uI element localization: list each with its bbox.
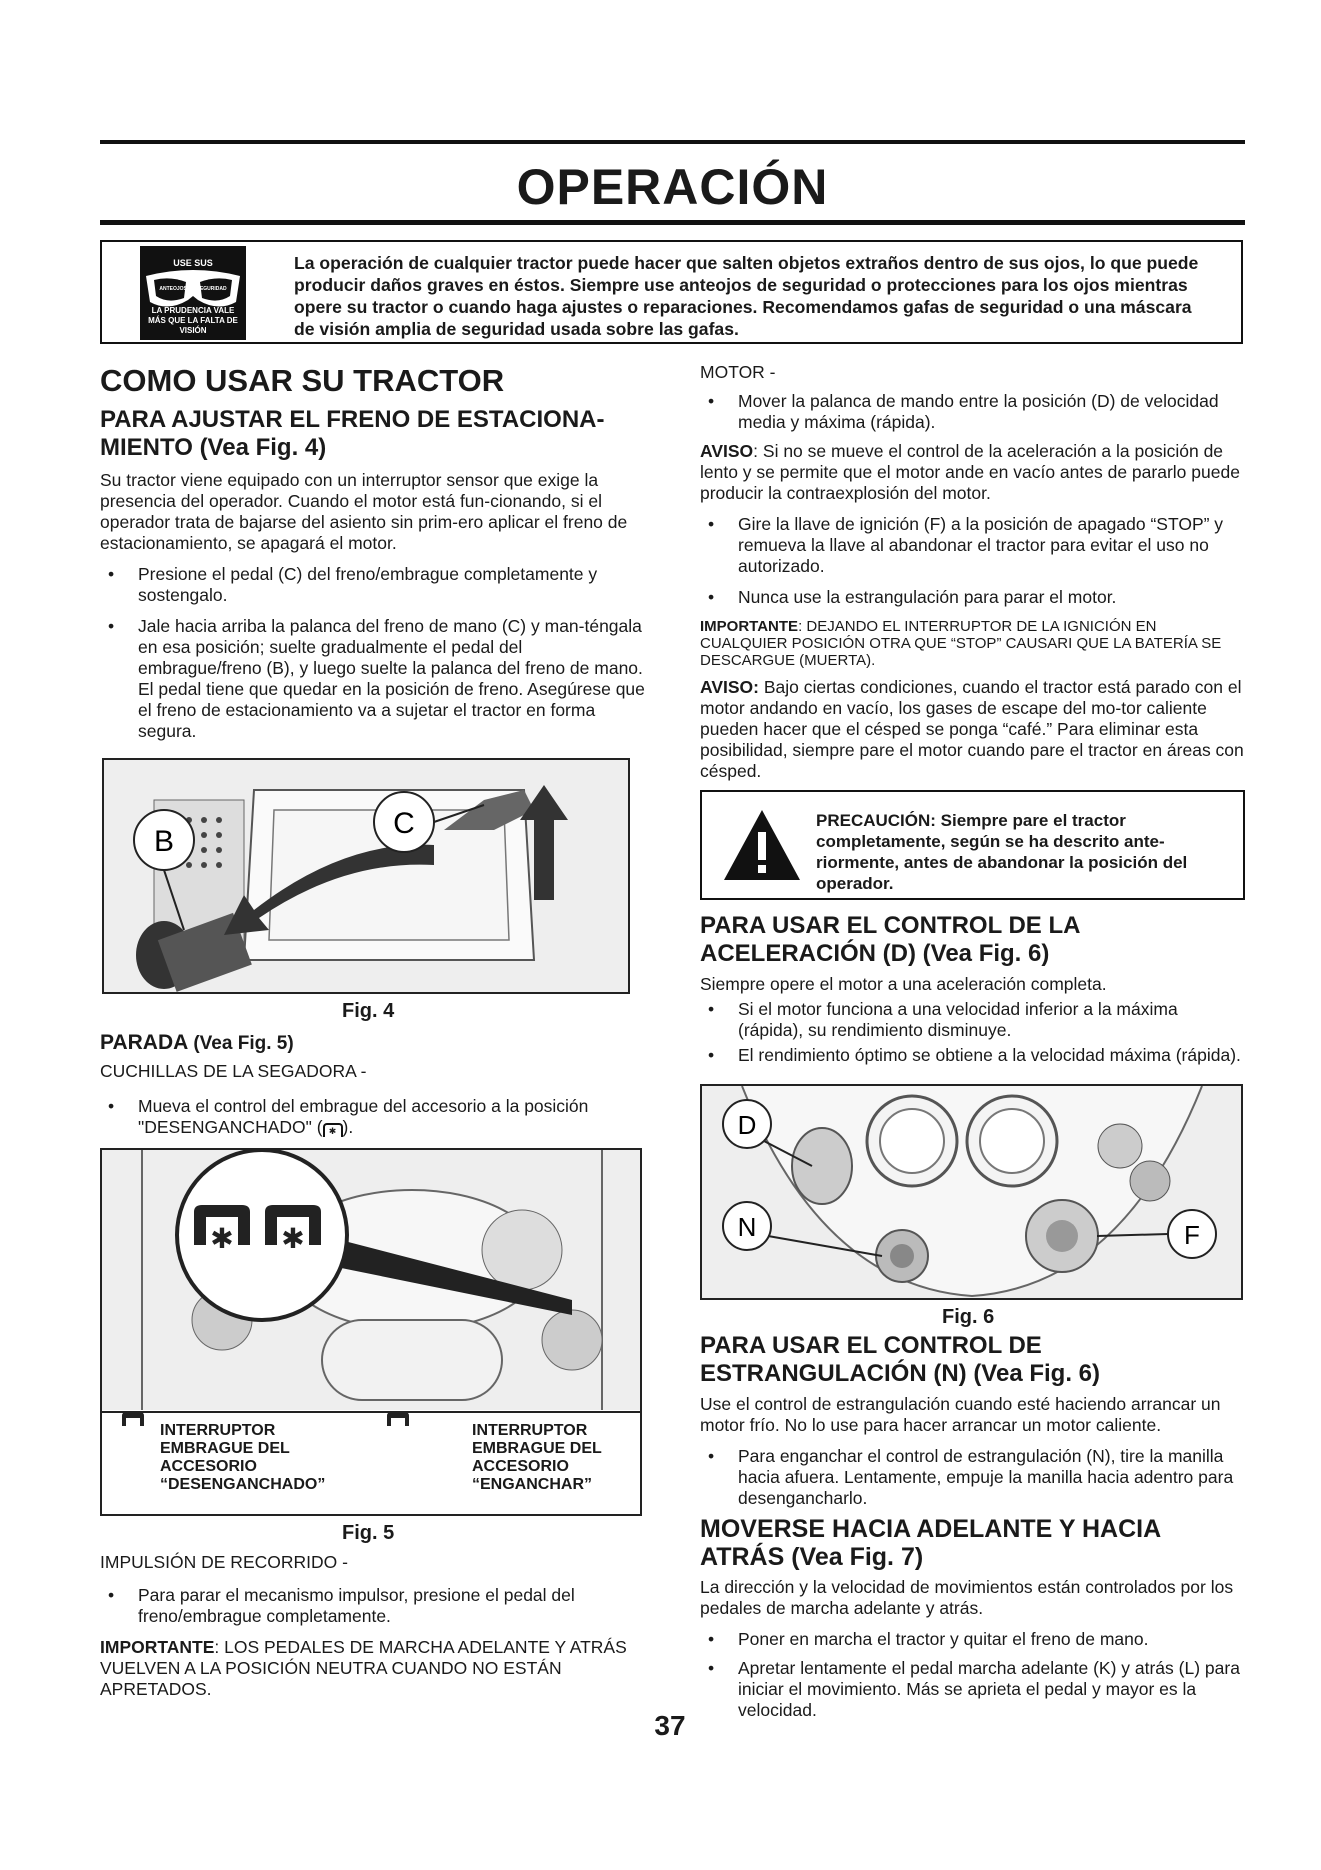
figure-4-image (102, 758, 630, 994)
stop-heading (100, 1030, 645, 1057)
blades-bullet (100, 1096, 645, 1138)
left-important-label: IMPORTANTE (100, 1637, 215, 1657)
figure-5-image (100, 1148, 642, 1516)
left-column-drive (100, 1552, 645, 1700)
aviso-1-label: AVISO (700, 441, 754, 461)
drive-label: IMPULSIÓN DE RECORRIDO - (100, 1552, 348, 1572)
caution-box (700, 790, 1245, 900)
page-number: 37 (654, 1710, 686, 1741)
badge-bottom-text: LA PRUDENCIA VALE MÁS QUE LA FALTA DE VISIÓN (148, 306, 238, 335)
stop-heading-word: PARADA (100, 1031, 188, 1054)
left-column (100, 364, 645, 742)
blades-bullet-text: Mueva el control del embrague del accesorio a la posición "DESENGANCHADO" ( (138, 1096, 589, 1137)
motor-bullet: • Mover la palanca de mando entre la posición (D) de velocidad media y máxima (rápida). (700, 391, 1245, 433)
choke-bullet: • Para enganchar el control de estrangulación (N), tire la manilla hacia afuera. Lentamente, empuje la manilla hacia adentro para desengancharlo. (700, 1446, 1245, 1509)
aviso-1-text: : Si no se mueve el control de la aceleración a la posición de lento y se permite que el motor ande en vacío antes de pararlo puede producir la contraexplosión del motor. (700, 441, 1240, 503)
left-column-stop (100, 1030, 645, 1138)
motor-bullet-2: • Gire la llave de ignición (F) a la posición de apagado “STOP” y remueva la llave al abandonar el tractor para evitar el uso no autorizado. (700, 514, 1245, 577)
fig4-caption: Fig. 4 (342, 1000, 395, 1022)
figure-6-image (700, 1084, 1243, 1300)
svg-text:✱: ✱ (210, 1222, 234, 1255)
fig6-caption: Fig. 6 (942, 1306, 995, 1328)
blades-label: CUCHILLAS DE LA SEGADORA - (100, 1061, 367, 1081)
warning-triangle-icon (722, 808, 802, 884)
blades-bullet-end: ). (342, 1117, 354, 1137)
section-heading-como-usar: COMO USAR SU TRACTOR (100, 363, 505, 398)
throttle-choke-illustration (702, 1086, 1243, 1300)
fig6-label-f: F (1184, 1220, 1200, 1250)
fig5-caption: Fig. 5 (342, 1522, 395, 1544)
page-title: OPERACIÓN (516, 159, 829, 215)
throttle-heading: PARA USAR EL CONTROL DE LA ACELERACIÓN (D) (Vea Fig. 6) (700, 912, 1080, 967)
brake-bullet-1: • Presione el pedal (C) del freno/embrague completamente y sostengalo. (100, 564, 645, 606)
throttle-bullet-2: • El rendimiento óptimo se obtiene a la velocidad máxima (rápida). (700, 1045, 1245, 1066)
move-bullet-1: • Poner en marcha el tractor y quitar el freno de mano. (700, 1629, 1245, 1650)
motor-label: MOTOR - (700, 362, 776, 382)
right-important (700, 618, 1245, 669)
safety-glasses-icon (140, 246, 246, 340)
move-intro: La dirección y la velocidad de movimientos están controlados por los pedales de marcha adelante y atrás. (700, 1577, 1234, 1618)
header-rule-bottom (100, 220, 1245, 225)
throttle-intro: Siempre opere el motor a una aceleración completa. (700, 974, 1107, 994)
aviso-2-text: Bajo ciertas condiciones, cuando el tractor está parado con el motor andando en vacío, los gases de escape del mo-tor caliente pueden hacer que el césped se ponga “café.” Para eliminar esta posibilidad, siempre pare el motor cuando pare el tractor en áreas con césped. (700, 677, 1244, 781)
fig4-label-c: C (393, 807, 415, 840)
right-column-choke (700, 1332, 1245, 1721)
right-important-text: : DEJANDO EL INTERRUPTOR DE LA IGNICIÓN EN CUALQUIER POSICIÓN OTRA QUE “STOP” CAUSARI QUE LA BATERÍA SE DESCARGUE (MUERTA). (700, 618, 1222, 669)
aviso-1 (700, 441, 1245, 504)
move-bullet-2: • Apretar lentamente el pedal marcha adelante (K) y atrás (L) para iniciar el movimiento. Más se aprieta el pedal y mayor es la velocidad. (700, 1658, 1245, 1721)
aviso-2 (700, 677, 1245, 782)
safety-message: La operación de cualquier tractor puede hacer que salten objetos extraños dentro de sus ojos, lo que puede producir daños graves en éstos. Siempre use anteojos de seguridad o protecciones para los ojos mientras opere su tractor o cuando haga ajustes o reparaciones. Recomendamos gafas de seguridad o una máscara de visión amplia de seguridad usada sobre las gafas. (294, 253, 1199, 339)
fig6-label-n: N (737, 1212, 757, 1242)
brake-pedal-illustration (104, 760, 630, 994)
fig5-label-disengaged: INTERRUPTOR EMBRAGUE DEL ACCESORIO “DESENGANCHADO” (160, 1422, 326, 1493)
choke-intro: Use el control de estrangulación cuando esté haciendo arrancar un motor frío. No lo use para hacer arrancar un motor caliente. (700, 1394, 1221, 1435)
safety-banner (100, 240, 1243, 344)
disengaged-switch-icon: ✱ (323, 1123, 343, 1137)
fig5-label-engaged: INTERRUPTOR EMBRAGUE DEL ACCESORIO “ENGANCHAR” (472, 1422, 602, 1493)
left-important-text: : LOS PEDALES DE MARCHA ADELANTE Y ATRÁS VUELVEN A LA POSICIÓN NEUTRA CUANDO NO ESTÁN APRETADOS. (100, 1637, 627, 1699)
aviso-2-label: AVISO: (700, 677, 759, 697)
header-rule-top (100, 140, 1245, 144)
throttle-bullet-1: • Si el motor funciona a una velocidad inferior a la máxima (rápida), su rendimiento disminuye. (700, 999, 1245, 1041)
badge-mid-text: ANTEOJOS DE SEGURIDAD (159, 286, 227, 292)
motor-bullet-3: • Nunca use la estrangulación para parar el motor. (700, 587, 1245, 608)
fig4-label-b: B (153, 825, 175, 858)
move-heading: MOVERSE HACIA ADELANTE Y HACIA ATRÁS (Vea Fig. 7) (700, 1515, 1161, 1571)
brake-heading: PARA AJUSTAR EL FRENO DE ESTACIONA-MIENTO (Vea Fig. 4) (100, 406, 605, 461)
right-important-label: IMPORTANTE (700, 618, 799, 635)
caution-message: PRECAUCIÓN: Siempre pare el tractor completamente, según se ha descrito ante-riormente, antes de abandonar la posición del operador. (816, 811, 1188, 893)
right-column-throttle (700, 912, 1245, 1066)
choke-heading: PARA USAR EL CONTROL DE ESTRANGULACIÓN (N) (Vea Fig. 6) (700, 1332, 1101, 1387)
badge-top-text: USE SUS (173, 258, 213, 268)
left-important (100, 1637, 645, 1700)
svg-text:✱: ✱ (281, 1222, 305, 1255)
brake-bullet-2: • Jale hacia arriba la palanca del freno de mano (C) y man-téngala en esa posición; suelte gradualmente el pedal del embrague/freno (B), y luego suelte la palanca del freno de mano. El pedal tiene que quedar en la posición de freno. Asegúrese que el freno de estacionamiento va a sujetar el tractor en forma segura. (100, 616, 645, 742)
fig6-label-d: D (737, 1110, 757, 1140)
drive-bullet: • Para parar el mecanismo impulsor, presione el pedal del freno/embrague completamente. (100, 1585, 645, 1627)
stop-heading-ref: (Vea Fig. 5) (193, 1033, 294, 1054)
brake-intro: Su tractor viene equipado con un interruptor sensor que exige la presencia del operador. Cuando el motor está fun-cionando, si el operador trata de bajarse del asiento sin prim-ero aplicar el freno de estacionamiento, se apagará el motor. (100, 470, 628, 553)
right-column (700, 362, 1245, 782)
